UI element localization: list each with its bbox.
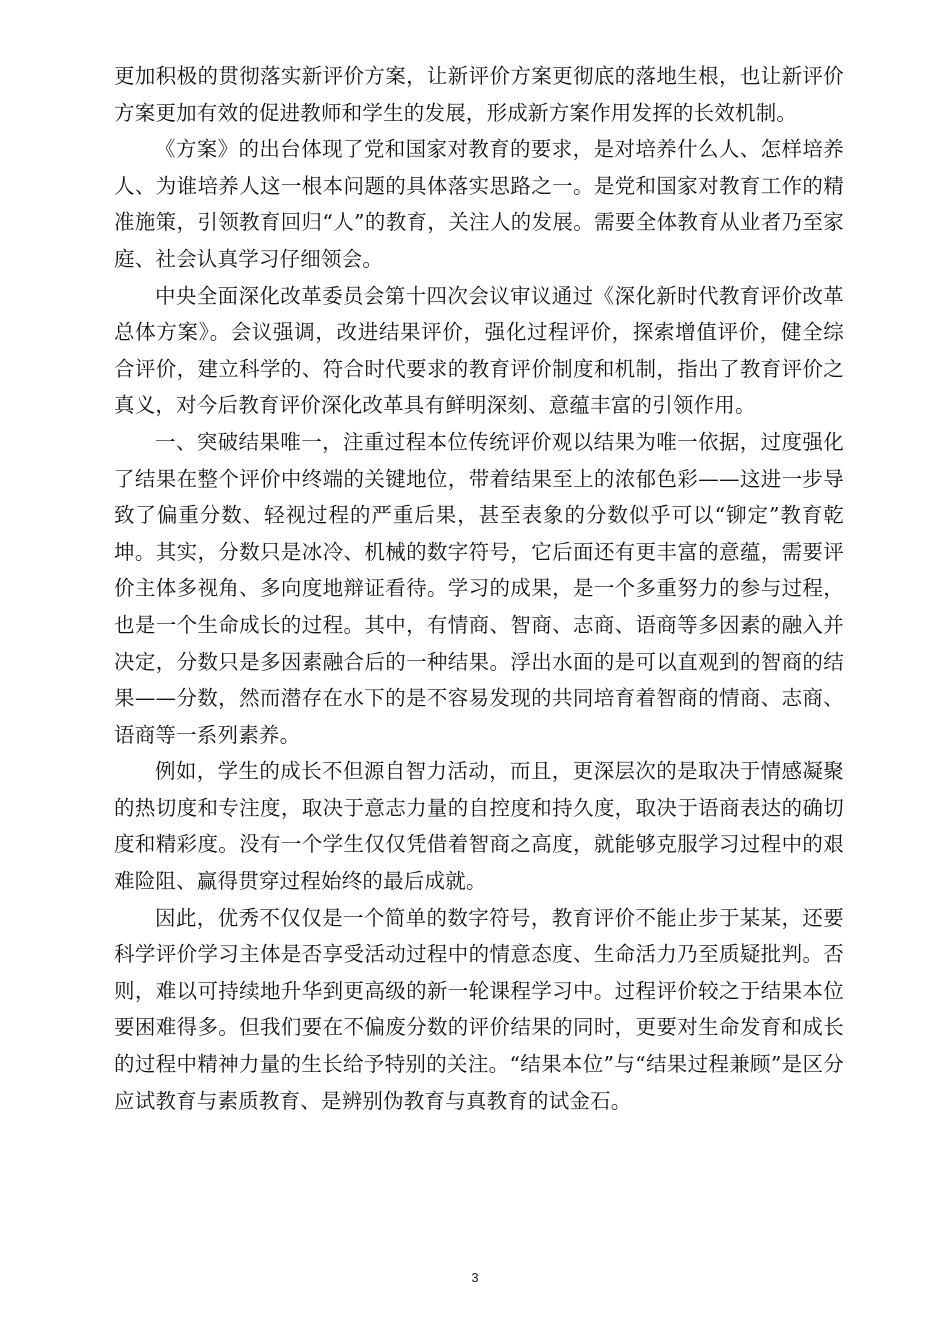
paragraph-central-committee-meeting: 中央全面深化改革委员会第十四次会议审议通过《深化新时代教育评价改革总体方案》。会议强调，改进结果评价，强化过程评价，探索增值评价，健全综合评价，建立科学的、符合时代要求的教育评价制度和机制，指出了教育评价之真义，对今后教育评价深化改革具有鲜明深刻、意蕴丰富的引领作用。 xyxy=(114,283,844,418)
page-number: 3 xyxy=(471,1270,479,1285)
paragraph-conclusion-excellence: 因此，优秀不仅仅是一个简单的数字符号，教育评价不能止步于某某，还要科学评价学习主体是否享受活动过程中的情意态度、生命活力乃至质疑批判。否则，难以可持续地升华到更高级的新一轮课程学习中。过程评价较之于结果本位要困难得多。但我们要在不偏废分数的评价结果的同时，更要对生命发育和成长的过程中精神力量的生长给予特别的关注。“结果本位”与“结果过程兼顾”是区分应试教育与素质教育、是辨别伪教育与真教育的试金石。 xyxy=(114,905,844,1113)
paragraph-section-one-process-evaluation: 一、突破结果唯一，注重过程本位传统评价观以结果为唯一依据，过度强化了结果在整个评价中终端的关键地位，带着结果至上的浓郁色彩——这进一步导致了偏重分数、轻视过程的严重后果，甚至表象的分数似乎可以“铆定”教育乾坤。其实，分数只是冰冷、机械的数字符号，它后面还有更丰富的意蕴，需要评价主体多视角、多向度地辩证看待。学习的成果，是一个多重努力的参与过程，也是一个生命成长的过程。其中，有情商、智商、志商、语商等多因素的融入并决定，分数只是多因素融合后的一种结果。浮出水面的是可以直观到的智商的结果——分数，然而潜存在水下的是不容易发现的共同培育着智商的情商、志商、语商等一系列素养。 xyxy=(114,429,844,747)
paragraph-continuation: 更加积极的贯彻落实新评价方案，让新评价方案更彻底的落地生根，也让新评价方案更加有效的促进教师和学生的发展，形成新方案作用发挥的长效机制。 xyxy=(114,64,844,125)
paragraph-example-student-growth: 例如，学生的成长不但源自智力活动，而且，更深层次的是取决于情感凝聚的热切度和专注度，取决于意志力量的自控度和持久度，取决于语商表达的确切度和精彩度。没有一个学生仅仅凭借着智商之高度，就能够克服学习过程中的艰难险阻、赢得贯穿过程始终的最后成就。 xyxy=(114,759,844,894)
paragraph-plan-significance: 《方案》的出台体现了党和国家对教育的要求，是对培养什么人、怎样培养人、为谁培养人这一根本问题的具体落实思路之一。是党和国家对教育工作的精准施策，引领教育回归“人”的教育，关注人的发展。需要全体教育从业者乃至家庭、社会认真学习仔细领会。 xyxy=(114,137,844,271)
document-body xyxy=(114,58,844,1119)
